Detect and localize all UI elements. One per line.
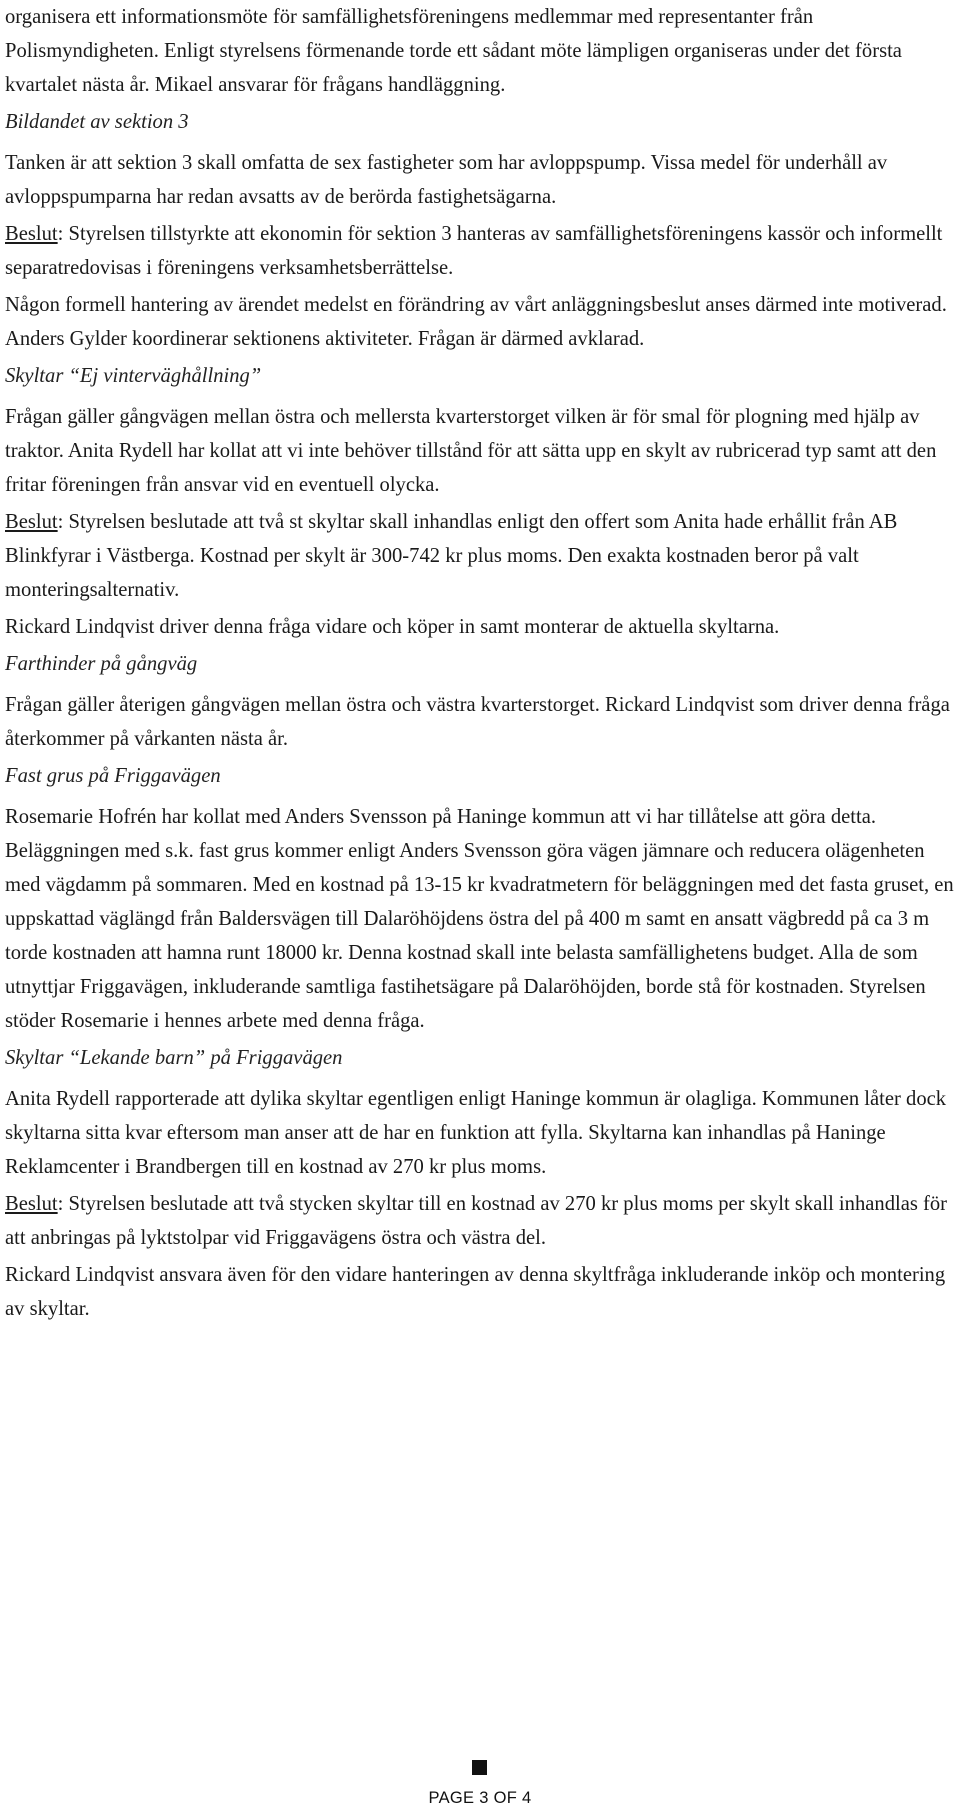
decision-label: Beslut — [5, 223, 58, 245]
section-heading: Fast grus på Friggavägen — [5, 765, 221, 787]
decision-paragraph — [5, 505, 955, 607]
paragraph-text: Rickard Lindqvist ansvara även för den vidare hanteringen av denna skyltfråga inkluderande inköp och montering av skyltar. — [5, 1264, 946, 1320]
body-paragraph — [5, 1258, 955, 1326]
body-paragraph — [5, 400, 955, 502]
paragraph-text: : Styrelsen beslutade att två st skyltar skall inhandlas enligt den offert som Anita hade erhållit från AB Blinkfyrar i Västberga. Kostnad per skylt är 300-742 kr plus moms. Den exakta kostnaden beror på valt monteringsalternativ. — [5, 511, 898, 601]
footer-square-marker — [472, 1760, 487, 1775]
section-heading: Farthinder på gångväg — [5, 653, 198, 675]
body-paragraph — [5, 1082, 955, 1184]
paragraph-text: Rickard Lindqvist driver denna fråga vidare och köper in samt monterar de aktuella skyltarna. — [5, 616, 780, 638]
body-paragraph — [5, 800, 955, 1038]
intro-paragraph: organisera ett informationsmöte för samfällighetsföreningens medlemmar med representanter från Polismyndigheten. Enligt styrelsens förmenande torde ett sådant möte lämpligen organiseras under det första kvartalet nästa år. Mikael ansvarar för frågans handläggning. — [5, 6, 902, 96]
body-paragraph — [5, 688, 955, 756]
paragraph-text: Rosemarie Hofrén har kollat med Anders Svensson på Haninge kommun att vi har tillåtelse att göra detta. Beläggningen med s.k. fast grus kommer enligt Anders Svensson göra vägen jämnare och reducera olägenheten med vägdamm på sommaren. Med en kostnad på 13-15 kr kvadratmetern för beläggningen med det fasta gruset, en uppskattad väglängd från Baldersvägen till Dalaröhöjdens östra del på 400 m samt en ansatt vägbredd på ca 3 m torde kostnaden att hamna runt 18000 kr. Denna kostnad skall inte belasta samfällighetens budget. Alla de som utnyttjar Friggavägen, inkluderande samtliga fastihetsägare på Dalaröhöjden, borde stå för kostnaden. Styrelsen stöder Rosemarie i hennes arbete med denna fråga. — [5, 806, 954, 1032]
paragraph-text: Anita Rydell rapporterade att dylika skyltar egentligen enligt Haninge kommun är olagliga. Kommunen låter dock skyltarna sitta kvar eftersom man anser att de har en funktion att fylla. Skyltarna kan inhandlas på Haninge Reklamcenter i Brandbergen till en kostnad av 270 kr plus moms. — [5, 1088, 947, 1178]
decision-paragraph — [5, 1187, 955, 1255]
body-paragraph — [5, 288, 955, 356]
decision-paragraph — [5, 217, 955, 285]
paragraph-text: : Styrelsen tillstyrkte att ekonomin för sektion 3 hanteras av samfällighetsföreningens kassör och informellt separatredovisas i föreningens verksamhetsberrättelse. — [5, 223, 943, 279]
paragraph-text: Någon formell hantering av ärendet medelst en förändring av vårt anläggningsbeslut anses därmed inte motiverad. Anders Gylder koordinerar sektionens aktiviteter. Frågan är därmed avklarad. — [5, 294, 947, 350]
paragraph-text: Frågan gäller gångvägen mellan östra och mellersta kvarterstorget vilken är för smal för plogning med hjälp av traktor. Anita Rydell har kollat att vi inte behöver tillstånd för att sätta upp en skylt av rubricerad typ samt att den fritar föreningen från ansvar vid en eventuell olycka. — [5, 406, 937, 496]
paragraph-text: Tanken är att sektion 3 skall omfatta de sex fastigheter som har avloppspump. Vissa medel för underhåll av avloppspumparna har redan avsatts av de berörda fastighetsägarna. — [5, 152, 888, 208]
section-heading: Skyltar “Lekande barn” på Friggavägen — [5, 1047, 343, 1069]
decision-label: Beslut — [5, 511, 58, 533]
body-paragraph — [5, 610, 955, 644]
section-heading: Bildandet av sektion 3 — [5, 111, 189, 133]
document-page — [5, 0, 955, 1329]
body-paragraph — [5, 146, 955, 214]
paragraph-text: Frågan gäller återigen gångvägen mellan östra och västra kvarterstorget. Rickard Lindqvist som driver denna fråga återkommer på vårkanten nästa år. — [5, 694, 950, 750]
decision-label: Beslut — [5, 1193, 58, 1215]
section-heading: Skyltar “Ej vinterväghållning” — [5, 365, 262, 387]
document-sections — [5, 105, 955, 1326]
paragraph-text: : Styrelsen beslutade att två stycken skyltar till en kostnad av 270 kr plus moms per skylt skall inhandlas för att anbringas på lyktstolpar vid Friggavägens östra och västra del. — [5, 1193, 948, 1249]
page-number: PAGE 3 OF 4 — [428, 1789, 532, 1807]
